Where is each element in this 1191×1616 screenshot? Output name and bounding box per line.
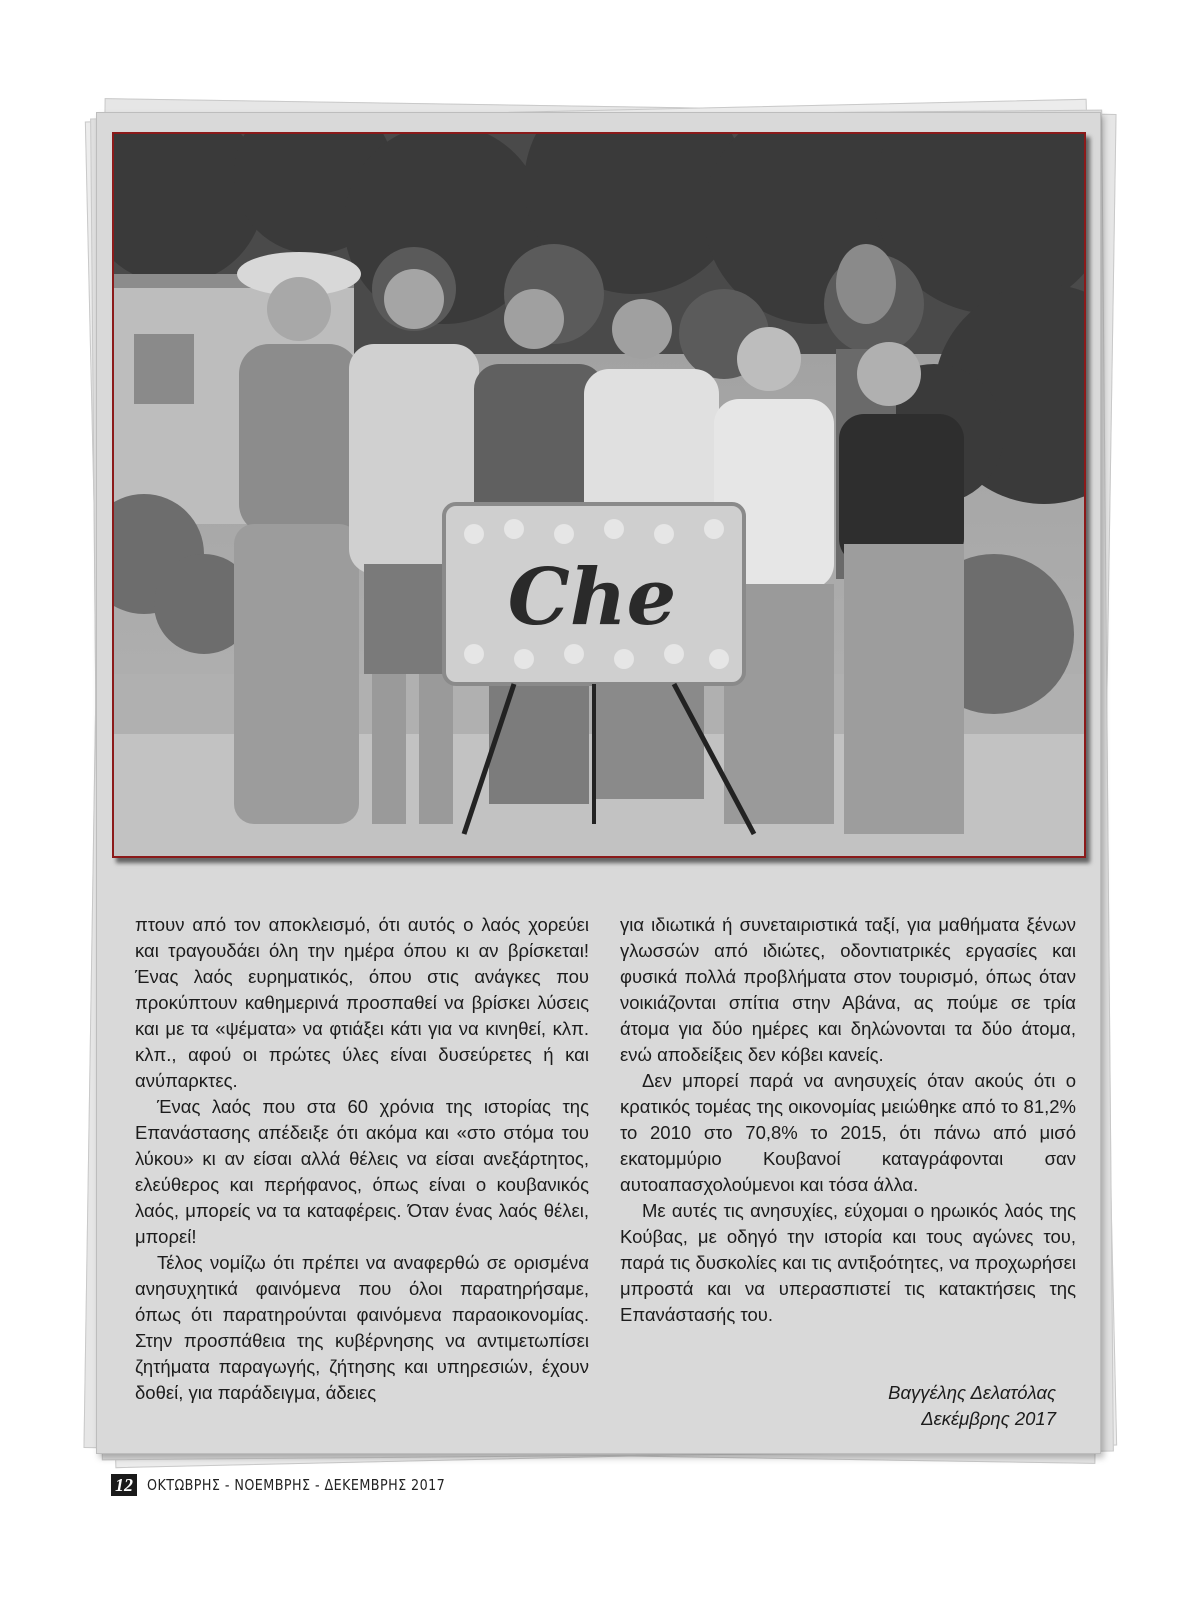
wreath-text: Che [507, 552, 677, 643]
page-footer [111, 1472, 498, 1498]
author-name: Βαγγέλης Δελατόλας [888, 1382, 1056, 1403]
article-paragraph: Ένας λαός που στα 60 χρόνια της ιστορίας της Επανάστασης απέδειξε ότι ακόμα και «στο στόμα του λύκου» κι αν είσαι αλλά θέλεις να είσαι ανεξάρτητος, ελεύθερος και περήφανος, όπως είναι ο κουβανικός λαός, μπορείς να τα καταφέρεις. Όταν ένας λαός θέλει, μπορεί! [135, 1096, 589, 1247]
article-paragraph: Με αυτές τις ανησυχίες, εύχομαι ο ηρωικός λαός της Κούβας, με οδηγό την ιστορία και τους αγώνες του, παρά τις δυσκολίες και τις αντιξοότητες, να προχωρήσει μπροστά και να υπερασπιστεί τις κατακτήσεις της Επανάστασής του. [620, 1200, 1076, 1325]
article-column-right [620, 912, 1076, 1328]
article-paragraph: πτουν από τον αποκλεισμό, ότι αυτός ο λαός χορεύει και τραγουδάει όλη την ημέρα όπου κι αν βρίσκεται! Ένας λαός ευρηματικός, όπου στις ανάγκες που προκύπτουν καθημερινά προσπαθεί να βρίσκει λύσεις και με τα «ψέματα» να φτιάξει κάτι για να κινηθεί, κλπ. κλπ., αφού οι πρώτες ύλες είναι δυσεύρετες ή και ανύπαρκτες. [135, 914, 589, 1091]
article-column-left [135, 912, 589, 1406]
article-paragraph: Τέλος νομίζω ότι πρέπει να αναφερθώ σε ορισμένα ανησυχητικά φαινόμενα που όλοι παρατηρήσαμε, όπως ότι παρατηρούνται φαινόμενα παραοικονομίας. Στην προσπάθεια της κυβέρνησης να αντιμετωπίσει ζητήματα παραγωγής, ζήτησης και υπηρεσιών, έχουν δοθεί, για παράδειγμα, άδειες [135, 1252, 589, 1403]
issue-label: ΟΚΤΩΒΡΗΣ - ΝΟΕΜΒΡΗΣ - ΔΕΚΕΜΒΡΗΣ 2017 [147, 1476, 446, 1494]
group-photo [112, 132, 1086, 858]
article-date: Δεκέμβρης 2017 [921, 1408, 1056, 1429]
article-paragraph: Δεν μπορεί παρά να ανησυχείς όταν ακούς ότι ο κρατικός τομέας της οικονομίας μειώθηκε από το 81,2% το 2010 στο 70,8% το 2015, ότι πάνω από μισό εκατομμύριο Κουβανοί καταγράφονται σαν αυτοαπασχολούμενοι και τόσα άλλα. [620, 1070, 1076, 1195]
signature-block [888, 1380, 1056, 1432]
page-number: 12 [111, 1474, 137, 1496]
article-paragraph: για ιδιωτικά ή συνεταιριστικά ταξί, για μαθήματα ξένων γλωσσών από ιδιώτες, οδοντιατρικές εργασίες και φυσικά πολλά προβλήματα στον τουρισμό, όπως όταν νοικιάζονται σπίτια στην Αβάνα, ας πούμε σε τρία άτομα για δύο ημέρες και δηλώνονται τα δύο άτομα, ενώ αποδείξεις δεν κόβει κανείς. [620, 914, 1076, 1065]
